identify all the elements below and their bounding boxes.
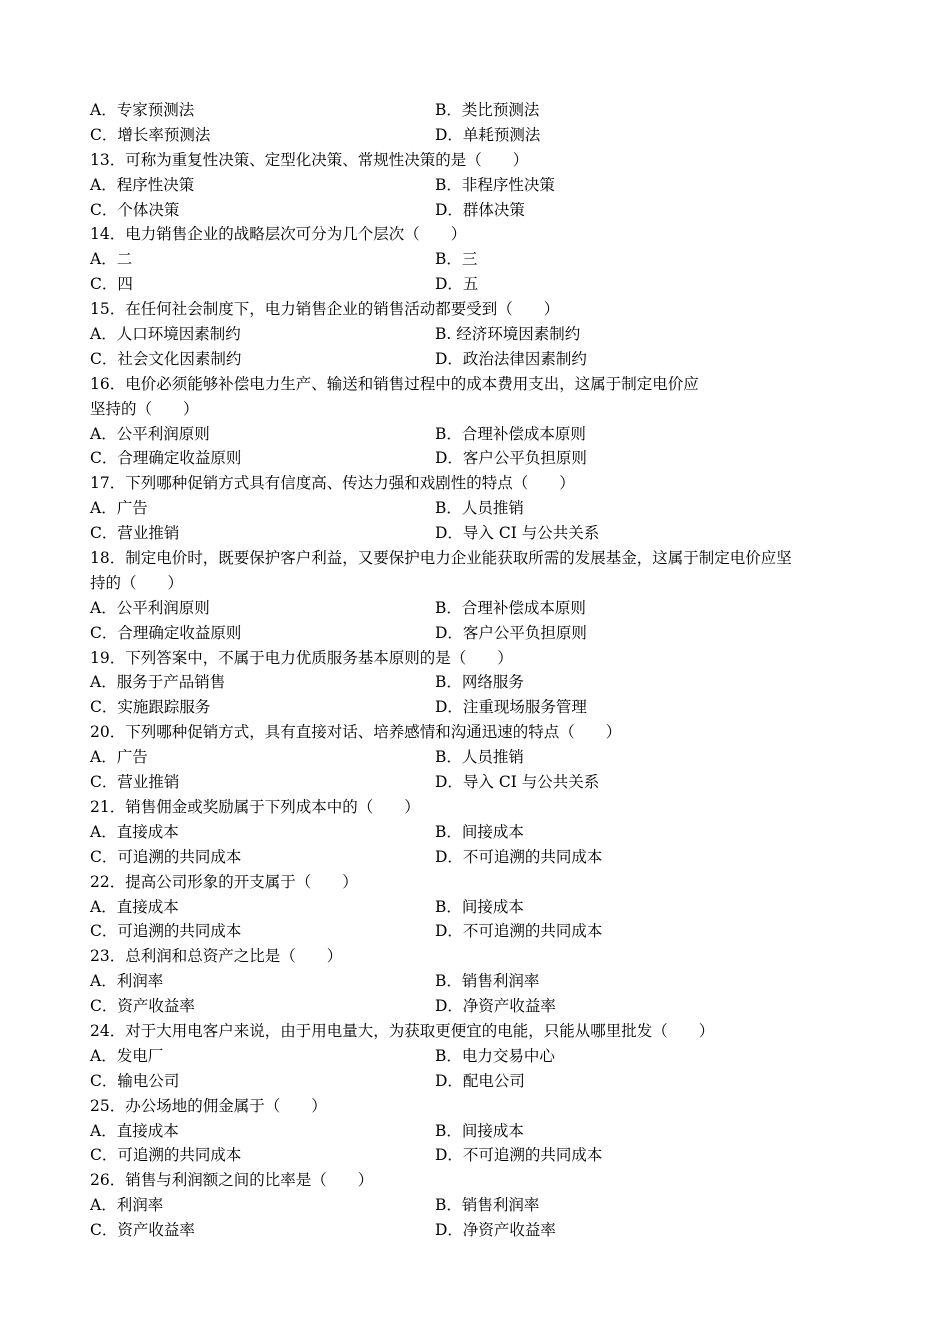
option-left: C．实施跟踪服务 xyxy=(90,698,211,717)
option-row xyxy=(90,895,865,920)
option-right: D．导入 CI 与公共关系 xyxy=(435,773,600,792)
option-row xyxy=(90,919,865,944)
option-row xyxy=(90,347,865,372)
option-row xyxy=(90,621,865,646)
question-stem: 16．电价必须能够补偿电力生产、输送和销售过程中的成本费用支出，这属于制定电价应 xyxy=(90,374,699,393)
question-stem: 22．提高公司形象的开支属于（ ） xyxy=(90,872,358,891)
question-stem: 坚持的（ ） xyxy=(90,399,199,418)
option-right: B．销售利润率 xyxy=(435,972,540,991)
option-left: A．二 xyxy=(90,250,133,269)
option-row xyxy=(90,1143,865,1168)
option-right: D．注重现场服务管理 xyxy=(435,698,587,717)
option-right: B．合理补偿成本原则 xyxy=(435,598,586,617)
option-right: B．三 xyxy=(435,250,478,269)
option-right: D．客户公平负担原则 xyxy=(435,449,587,468)
option-row xyxy=(90,272,865,297)
option-row xyxy=(90,422,865,447)
option-right: B．电力交易中心 xyxy=(435,1046,555,1065)
option-left: A．服务于产品销售 xyxy=(90,673,226,692)
option-row xyxy=(90,1044,865,1069)
option-right: D．五 xyxy=(435,275,479,294)
option-row xyxy=(90,994,865,1019)
question-stem: 24．对于大用电客户来说，由于用电量大，为获取更便宜的电能，只能从哪里批发（ ） xyxy=(90,1021,715,1040)
option-right: D．政治法律因素制约 xyxy=(435,349,587,368)
option-left: C．合理确定收益原则 xyxy=(90,449,242,468)
option-right: B．间接成本 xyxy=(435,897,524,916)
question-stem: 13．可称为重复性决策、定型化决策、常规性决策的是（ ） xyxy=(90,150,529,169)
option-row xyxy=(90,670,865,695)
option-row xyxy=(90,198,865,223)
option-row xyxy=(90,247,865,272)
option-right: B．人员推销 xyxy=(435,499,524,518)
option-right: B．销售利润率 xyxy=(435,1196,540,1215)
option-row xyxy=(90,596,865,621)
option-left: A．人口环境因素制约 xyxy=(90,325,241,344)
option-right: D．不可追溯的共同成本 xyxy=(435,1146,603,1165)
question-stem: 19．下列答案中，不属于电力优质服务基本原则的是（ ） xyxy=(90,648,513,667)
option-row xyxy=(90,1119,865,1144)
question-stem: 26．销售与利润额之间的比率是（ ） xyxy=(90,1171,374,1190)
option-right: D．配电公司 xyxy=(435,1071,525,1090)
option-left: C．营业推销 xyxy=(90,773,180,792)
option-row xyxy=(90,1193,865,1218)
option-left: A．公平利润原则 xyxy=(90,424,210,443)
option-right: D．不可追溯的共同成本 xyxy=(435,922,603,941)
option-right: B．人员推销 xyxy=(435,748,524,767)
option-right: D．净资产收益率 xyxy=(435,1221,556,1240)
option-row xyxy=(90,322,865,347)
option-left: A．直接成本 xyxy=(90,1121,179,1140)
option-left: C．增长率预测法 xyxy=(90,125,211,144)
option-left: C．资产收益率 xyxy=(90,997,195,1016)
option-left: C．营业推销 xyxy=(90,524,180,543)
option-row xyxy=(90,1069,865,1094)
option-row xyxy=(90,770,865,795)
option-row xyxy=(90,1218,865,1243)
option-row xyxy=(90,969,865,994)
option-row xyxy=(90,820,865,845)
question-stem: 17．下列哪种促销方式具有信度高、传达力强和戏剧性的特点（ ） xyxy=(90,474,575,493)
option-right: D．单耗预测法 xyxy=(435,125,541,144)
option-row xyxy=(90,446,865,471)
option-left: C．社会文化因素制约 xyxy=(90,349,242,368)
option-row xyxy=(90,123,865,148)
option-row xyxy=(90,173,865,198)
option-row xyxy=(90,845,865,870)
option-left: A．程序性决策 xyxy=(90,175,195,194)
option-right: D．导入 CI 与公共关系 xyxy=(435,524,600,543)
question-stem: 18．制定电价时，既要保护客户利益，又要保护电力企业能获取所需的发展基金，这属于制定电价应坚 xyxy=(90,549,792,568)
question-stem: 23．总利润和总资产之比是（ ） xyxy=(90,947,343,966)
option-right: D．净资产收益率 xyxy=(435,997,556,1016)
question-stem: 持的（ ） xyxy=(90,573,184,592)
option-right: D．客户公平负担原则 xyxy=(435,623,587,642)
option-left: A．广告 xyxy=(90,748,148,767)
option-left: A．直接成本 xyxy=(90,897,179,916)
option-right: B．间接成本 xyxy=(435,822,524,841)
option-row xyxy=(90,521,865,546)
option-left: A．公平利润原则 xyxy=(90,598,210,617)
question-stem: 14．电力销售企业的战略层次可分为几个层次（ ） xyxy=(90,225,467,244)
option-right: B．合理补偿成本原则 xyxy=(435,424,586,443)
option-right: B. 经济环境因素制约 xyxy=(435,325,581,344)
option-left: C．输电公司 xyxy=(90,1071,180,1090)
option-left: A．利润率 xyxy=(90,1196,164,1215)
option-row xyxy=(90,745,865,770)
option-row xyxy=(90,496,865,521)
exam-page xyxy=(90,98,865,1243)
option-left: C．可追溯的共同成本 xyxy=(90,847,242,866)
option-left: C．可追溯的共同成本 xyxy=(90,922,242,941)
question-stem: 15．在任何社会制度下，电力销售企业的销售活动都要受到（ ） xyxy=(90,300,560,319)
option-left: A．直接成本 xyxy=(90,822,179,841)
option-row xyxy=(90,98,865,123)
option-right: B．类比预测法 xyxy=(435,101,540,119)
option-row xyxy=(90,695,865,720)
option-right: B．网络服务 xyxy=(435,673,524,692)
option-right: B．间接成本 xyxy=(435,1121,524,1140)
option-right: B．非程序性决策 xyxy=(435,175,555,194)
option-right: D．不可追溯的共同成本 xyxy=(435,847,603,866)
question-stem: 21．销售佣金或奖励属于下列成本中的（ ） xyxy=(90,797,420,816)
option-left: A．利润率 xyxy=(90,972,164,991)
question-stem: 20．下列哪种促销方式，具有直接对话、培养感情和沟通迅速的特点（ ） xyxy=(90,723,622,742)
option-left: C．资产收益率 xyxy=(90,1221,195,1240)
option-left: A．广告 xyxy=(90,499,148,518)
option-right: D．群体决策 xyxy=(435,200,525,219)
option-left: C．个体决策 xyxy=(90,200,180,219)
option-left: A．发电厂 xyxy=(90,1046,164,1065)
option-left: C．合理确定收益原则 xyxy=(90,623,242,642)
option-left: A．专家预测法 xyxy=(90,101,195,119)
option-left: C．可追溯的共同成本 xyxy=(90,1146,242,1165)
question-stem: 25．办公场地的佣金属于（ ） xyxy=(90,1096,327,1115)
option-left: C．四 xyxy=(90,275,133,294)
